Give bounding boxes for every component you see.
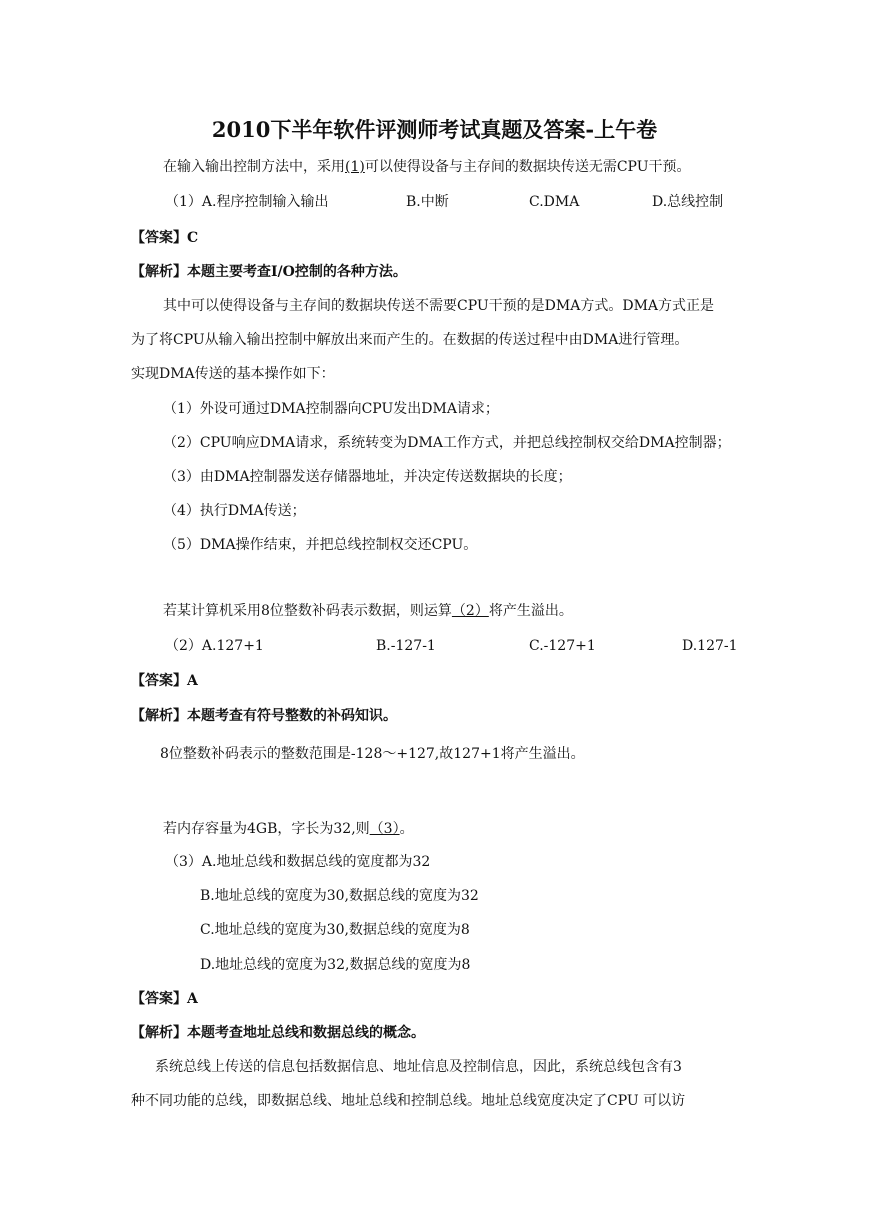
question-1-stem-before: 在输入输出控制方法中，采用	[163, 159, 345, 175]
answer-label: 【答案】	[131, 673, 187, 689]
question-2-option-b: B.-127-1	[376, 638, 436, 654]
question-1-step-4: （4）执行DMA传送；	[163, 503, 306, 519]
question-2-stem-before: 若某计算机采用8位整数补码表示数据，则运算	[163, 603, 452, 619]
answer-value: C	[187, 230, 199, 246]
analysis-label: 【解析】	[131, 264, 187, 280]
question-1-step-5: （5）DMA操作结束，并把总线控制权交还CPU。	[163, 537, 478, 553]
question-3-stem	[163, 819, 414, 839]
question-3-option-b: B.地址总线的宽度为30,数据总线的宽度为32	[200, 888, 479, 904]
question-2-analysis-heading	[131, 706, 397, 726]
page-title: 2010下半年软件评测师考试真题及答案-上午卷	[211, 117, 658, 142]
question-2-option-a: （2）A.127+1	[165, 638, 264, 654]
question-1-stem	[163, 157, 691, 177]
question-1-analysis-line-2: 为了将CPU从输入输出控制中解放出来而产生的。在数据的传送过程中由DMA进行管理。	[131, 332, 689, 348]
question-2-blank: （2）	[451, 603, 489, 619]
analysis-label: 【解析】	[131, 708, 187, 724]
question-3-option-d: D.地址总线的宽度为32,数据总线的宽度为8	[200, 957, 471, 973]
answer-value: A	[187, 673, 198, 689]
question-1-step-3: （3）由DMA控制器发送存储器地址，并决定传送数据块的长度；	[163, 469, 572, 485]
answer-label: 【答案】	[131, 991, 187, 1007]
question-1-step-2: （2）CPU响应DMA请求，系统转变为DMA工作方式，并把总线控制权交给DMA控制器；	[163, 435, 731, 451]
question-1-answer	[131, 228, 198, 248]
question-1-option-d: D.总线控制	[652, 194, 724, 210]
question-2-stem-after: 将产生溢出。	[488, 603, 573, 619]
question-1-stem-after: 可以使得设备与主存间的数据块传送无需CPU干预。	[364, 159, 691, 175]
answer-label: 【答案】	[131, 230, 187, 246]
question-3-stem-before: 若内存容量为4GB，字长为32,则	[163, 821, 370, 837]
question-3-answer	[131, 989, 198, 1009]
question-2-stem	[163, 601, 573, 621]
question-3-stem-after: 。	[399, 821, 414, 837]
question-3-option-c: C.地址总线的宽度为30,数据总线的宽度为8	[200, 922, 470, 938]
question-1-step-1: （1）外设可通过DMA控制器向CPU发出DMA请求；	[163, 401, 499, 417]
question-2-analysis-line: 8位整数补码表示的整数范围是-128～+127,故127+1将产生溢出。	[160, 746, 585, 762]
question-1-blank: (1)	[345, 159, 365, 175]
question-3-analysis-line-2: 种不同功能的总线，即数据总线、地址总线和控制总线。地址总线宽度决定了CPU 可以访	[131, 1093, 686, 1109]
question-1-option-c: C.DMA	[529, 194, 580, 210]
question-1-analysis-heading	[131, 262, 407, 282]
analysis-label: 【解析】	[131, 1025, 187, 1041]
question-1-analysis-line-1: 其中可以使得设备与主存间的数据块传送不需要CPU干预的是DMA方式。DMA方式正是	[163, 298, 715, 314]
question-2-answer	[131, 671, 198, 691]
question-1-analysis-line-3: 实现DMA传送的基本操作如下：	[131, 366, 335, 382]
analysis-title: 本题考查有符号整数的补码知识。	[187, 708, 397, 724]
question-1-option-b: B.中断	[406, 194, 449, 210]
question-3-blank: （3）	[369, 821, 400, 837]
question-3-analysis-line-1: 系统总线上传送的信息包括数据信息、地址信息及控制信息，因此，系统总线包含有3	[155, 1059, 682, 1075]
analysis-title: 本题考查地址总线和数据总线的概念。	[187, 1025, 425, 1041]
question-2-option-d: D.127-1	[682, 638, 738, 654]
question-2-option-c: C.-127+1	[529, 638, 596, 654]
question-3-option-a: （3）A.地址总线和数据总线的宽度都为32	[165, 854, 431, 870]
answer-value: A	[187, 991, 198, 1007]
question-3-analysis-heading	[131, 1023, 425, 1043]
question-1-option-a: （1）A.程序控制输入输出	[165, 194, 329, 210]
analysis-title: 本题主要考查I/O控制的各种方法。	[187, 264, 407, 280]
